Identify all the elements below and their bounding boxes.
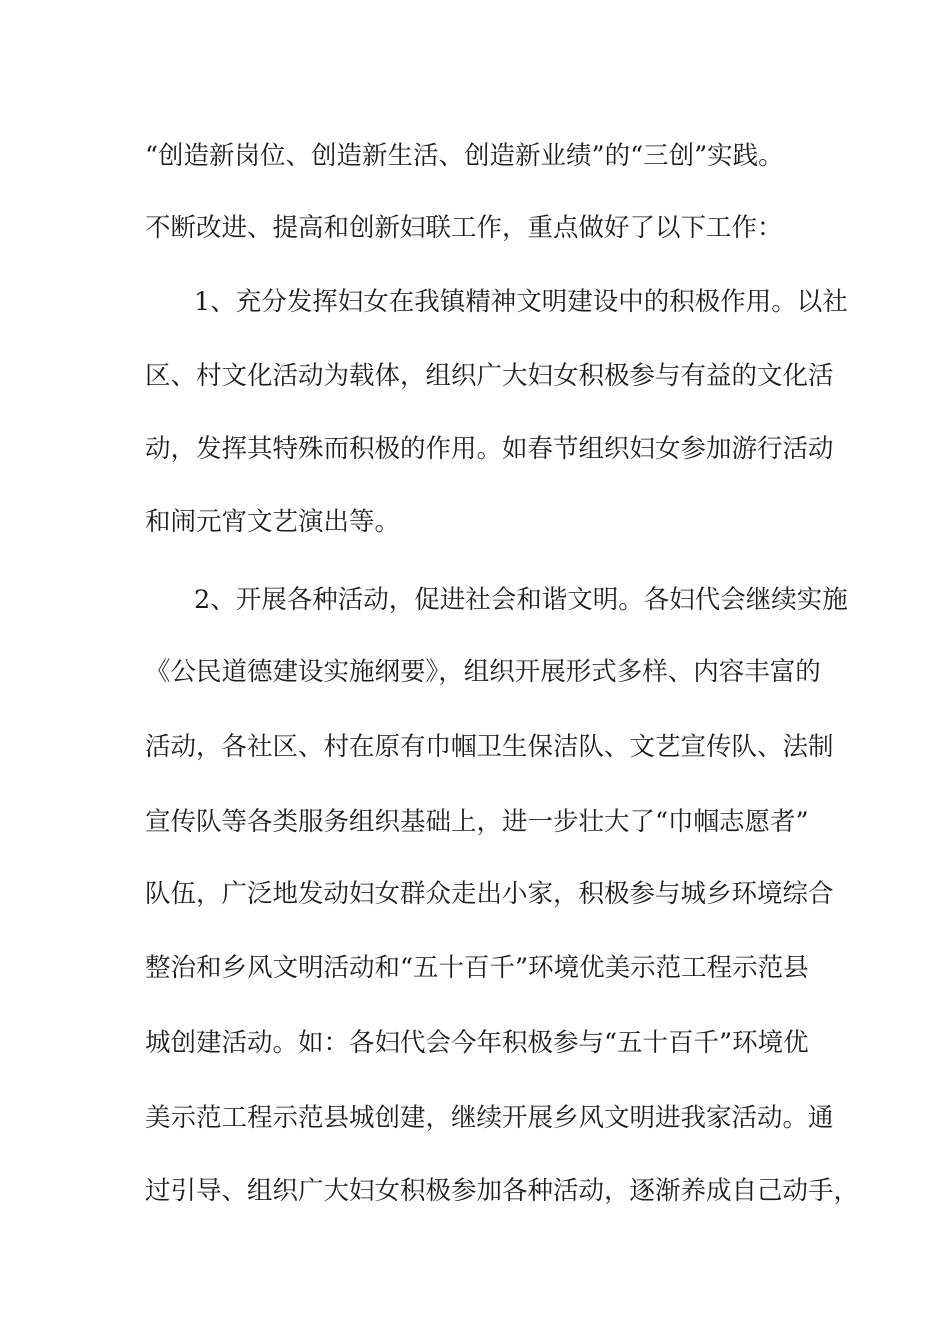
text-line: 动，发挥其特殊而积极的作用。如春节组织妇女参加游行活动 [145, 434, 834, 464]
text-line: 美示范工程示范县城创建，继续开展乡风文明进我家活动。通 [145, 1103, 834, 1133]
text-line: 过引导、组织广大妇女积极参加各种活动，逐渐养成自己动手， [145, 1176, 860, 1206]
text-line: 和闹元宵文艺演出等。 [145, 507, 401, 537]
text-line: 区、村文化活动为载体，组织广大妇女积极参与有益的文化活 [145, 361, 834, 391]
paragraph-1-start: 1、充分发挥妇女在我镇精神文明建设中的积极作用。以社 [194, 287, 848, 317]
text-line: 整治和乡风文明活动和“五十百千”环境优美示范工程示范县 [145, 953, 809, 983]
text-line: 活动，各社区、村在原有巾帼卫生保洁队、文艺宣传队、法制 [145, 732, 834, 762]
text-line: 队伍，广泛地发动妇女群众走出小家，积极参与城乡环境综合 [145, 879, 834, 909]
paragraph-2-start: 2、开展各种活动，促进社会和谐文明。各妇代会继续实施 [194, 585, 848, 615]
text-line: 不断改进、提高和创新妇联工作，重点做好了以下工作： [145, 213, 783, 243]
text-line: 宣传队等各类服务组织基础上，进一步壮大了“巾帼志愿者” [145, 807, 809, 837]
text-line: “创造新岗位、创造新生活、创造新业绩”的“三创”实践。 [145, 141, 784, 171]
text-line: 城创建活动。如：各妇代会今年积极参与“五十百千”环境优 [145, 1028, 809, 1058]
text-line: 《公民道德建设实施纲要》，组织开展形式多样、内容丰富的 [145, 657, 821, 687]
